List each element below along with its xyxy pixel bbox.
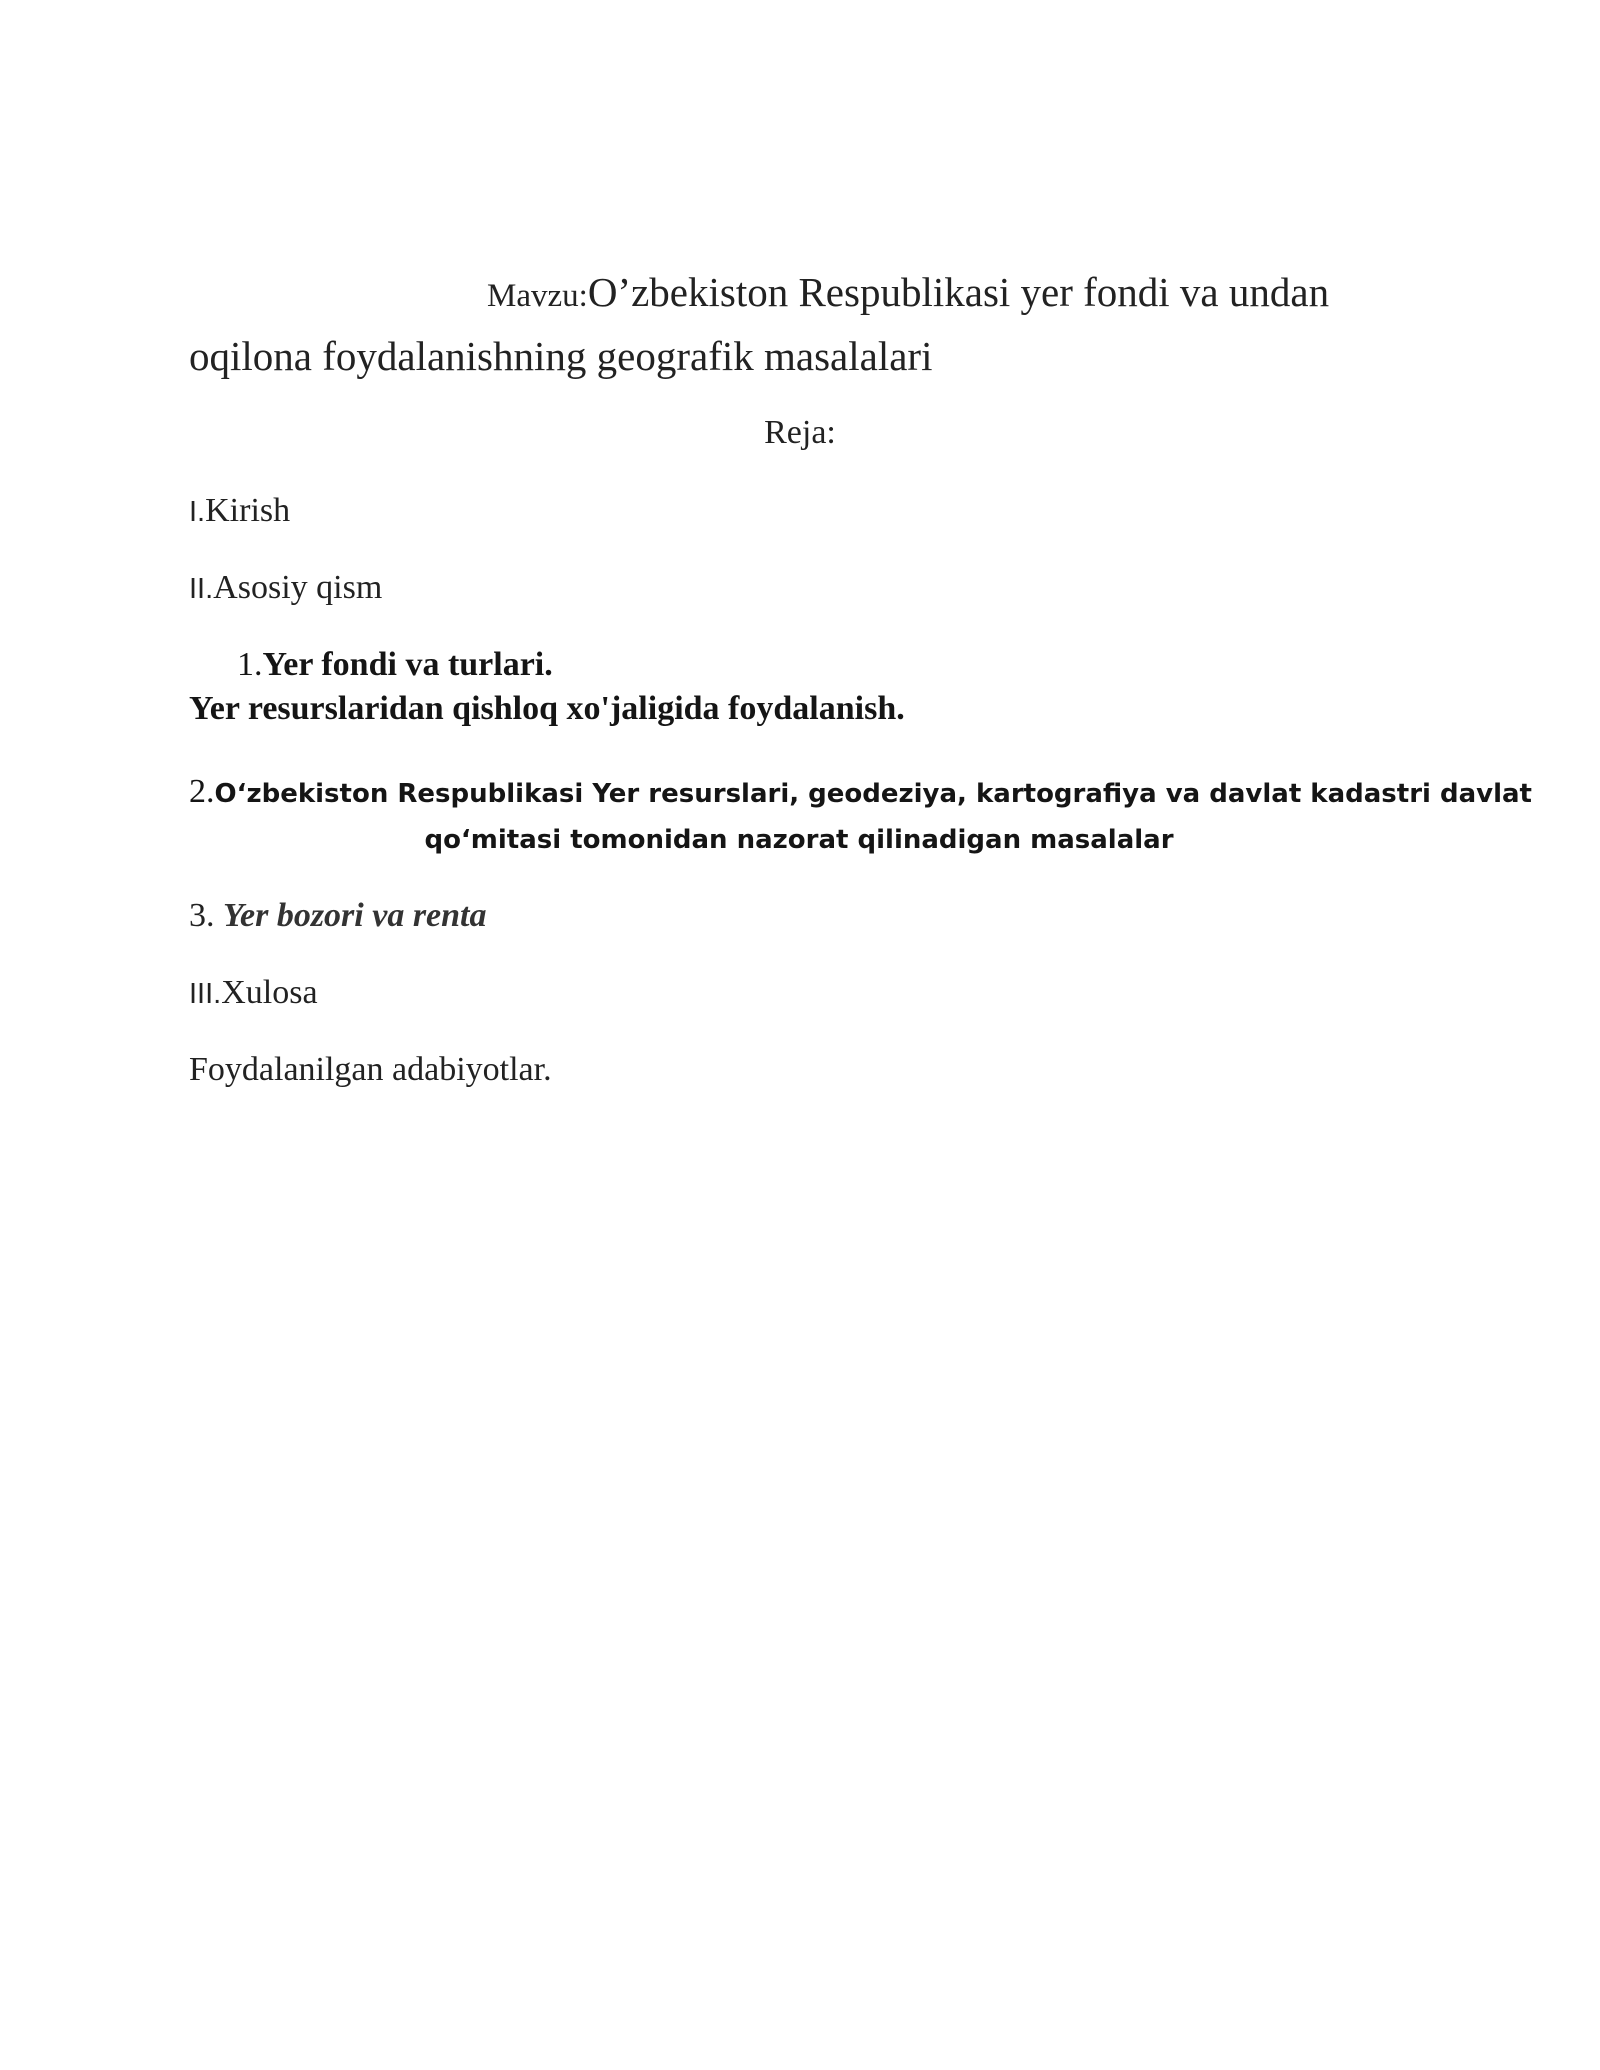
plan-item-label: Asosiy qism xyxy=(213,569,383,606)
plan-heading: Reja: xyxy=(764,414,836,451)
plan-item-label: Kirish xyxy=(205,492,291,529)
roman-numeral: I. xyxy=(189,496,206,528)
subsection-number: 2. xyxy=(189,773,215,810)
subsection-2-line-2: qo‘mitasi tomonidan nazorat qilinadigan masalalar xyxy=(424,825,1174,855)
subsection-title: Yer bozori va renta xyxy=(223,897,487,934)
plan-item-label: Xulosa xyxy=(221,974,318,1011)
roman-numeral: II. xyxy=(189,573,214,605)
subsection-number: 1. xyxy=(237,646,263,683)
plan-item-introduction xyxy=(189,488,290,535)
roman-numeral: III. xyxy=(189,978,222,1010)
topic-label: Mavzu: xyxy=(487,278,588,314)
subsection-1-line-1 xyxy=(189,643,905,687)
subsection-1 xyxy=(189,643,905,731)
subsection-3 xyxy=(189,893,487,939)
title-line-1 xyxy=(189,262,1409,326)
plan-item-conclusion xyxy=(189,970,318,1017)
plan-item-main-part xyxy=(189,565,382,612)
subsection-2 xyxy=(189,770,1532,860)
title-text-line-2: oqilona foydalanishning geografik masalalari xyxy=(189,333,933,379)
subsection-1-line-2: Yer resurslaridan qishloq xo'jaligida foydalanish. xyxy=(189,690,905,727)
subsection-title: Yer fondi va turlari. xyxy=(262,646,553,683)
subsection-2-line-1 xyxy=(189,770,1532,820)
title-text-line-1: O’zbekiston Respublikasi yer fondi va undan xyxy=(587,269,1330,315)
subsection-title: O‘zbekiston Respublikasi Yer resurslari, geodeziya, kartografiya va davlat kadastri davlat xyxy=(214,779,1532,809)
plan-item-references: Foydalanilgan adabiyotlar. xyxy=(189,1051,552,1088)
document-title xyxy=(189,262,1409,386)
subsection-number: 3. xyxy=(189,897,215,934)
